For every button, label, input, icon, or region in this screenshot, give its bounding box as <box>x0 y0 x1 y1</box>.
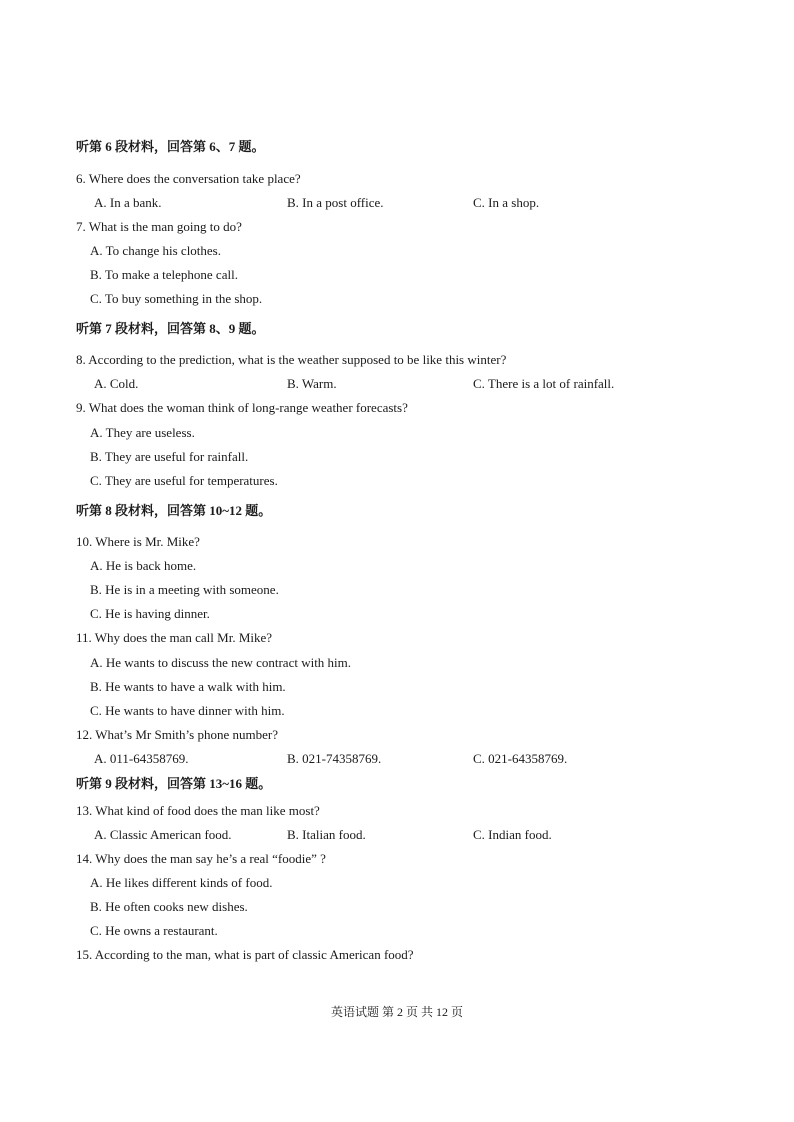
question-7-option-b: B. To make a telephone call. <box>90 267 238 282</box>
question-8-option-a: A. Cold. <box>94 376 139 391</box>
question-8-stem: 8. According to the prediction, what is the weather supposed to be like this winter? <box>76 352 507 367</box>
question-8-option-c: C. There is a lot of rainfall. <box>473 376 615 391</box>
question-10-option-a: A. He is back home. <box>90 558 197 573</box>
question-13-stem: 13. What kind of food does the man like most? <box>76 803 320 818</box>
question-9-stem: 9. What does the woman think of long-range weather forecasts? <box>76 400 408 415</box>
question-11-stem: 11. Why does the man call Mr. Mike? <box>76 630 273 645</box>
question-6-option-a: A. In a bank. <box>94 195 162 210</box>
question-8-option-b: B. Warm. <box>287 376 337 391</box>
page-footer: 英语试题 第 2 页 共 12 页 <box>330 1005 463 1019</box>
section-heading-8: 听第 8 段材料，回答第 10~12 题。 <box>76 503 272 518</box>
question-6-stem: 6. Where does the conversation take place? <box>76 171 301 186</box>
section-heading-6: 听第 6 段材料，回答第 6、7 题。 <box>76 139 265 154</box>
question-10-stem: 10. Where is Mr. Mike? <box>76 534 200 549</box>
question-10-option-c: C. He is having dinner. <box>90 606 210 621</box>
question-14-option-c: C. He owns a restaurant. <box>90 923 218 938</box>
question-13-option-b: B. Italian food. <box>287 827 366 842</box>
question-10-option-b: B. He is in a meeting with someone. <box>90 582 279 597</box>
question-12-option-b: B. 021-74358769. <box>287 751 382 766</box>
question-13-option-c: C. Indian food. <box>473 827 552 842</box>
question-9-option-a: A. They are useless. <box>90 425 195 440</box>
section-heading-9: 听第 9 段材料，回答第 13~16 题。 <box>76 776 272 791</box>
question-11-option-c: C. He wants to have dinner with him. <box>90 703 285 718</box>
question-9-option-c: C. They are useful for temperatures. <box>90 473 278 488</box>
question-7-option-c: C. To buy something in the shop. <box>90 291 263 306</box>
question-7-stem: 7. What is the man going to do? <box>76 219 242 234</box>
question-13-option-a: A. Classic American food. <box>94 827 232 842</box>
question-7-option-a: A. To change his clothes. <box>90 243 221 258</box>
question-12-option-a: A. 011-64358769. <box>94 751 189 766</box>
question-14-option-b: B. He often cooks new dishes. <box>90 899 248 914</box>
question-14-option-a: A. He likes different kinds of food. <box>90 875 273 890</box>
question-6-option-b: B. In a post office. <box>287 195 384 210</box>
question-9-option-b: B. They are useful for rainfall. <box>90 449 249 464</box>
question-12-option-c: C. 021-64358769. <box>473 751 568 766</box>
question-15-stem: 15. According to the man, what is part of classic American food? <box>76 947 414 962</box>
question-11-option-a: A. He wants to discuss the new contract with him. <box>90 655 352 670</box>
question-11-option-b: B. He wants to have a walk with him. <box>90 679 286 694</box>
question-14-stem: 14. Why does the man say he’s a real “foodie” ? <box>76 851 326 866</box>
question-6-option-c: C. In a shop. <box>473 195 540 210</box>
section-heading-7: 听第 7 段材料，回答第 8、9 题。 <box>76 321 265 336</box>
question-12-stem: 12. What’s Mr Smith’s phone number? <box>76 727 278 742</box>
